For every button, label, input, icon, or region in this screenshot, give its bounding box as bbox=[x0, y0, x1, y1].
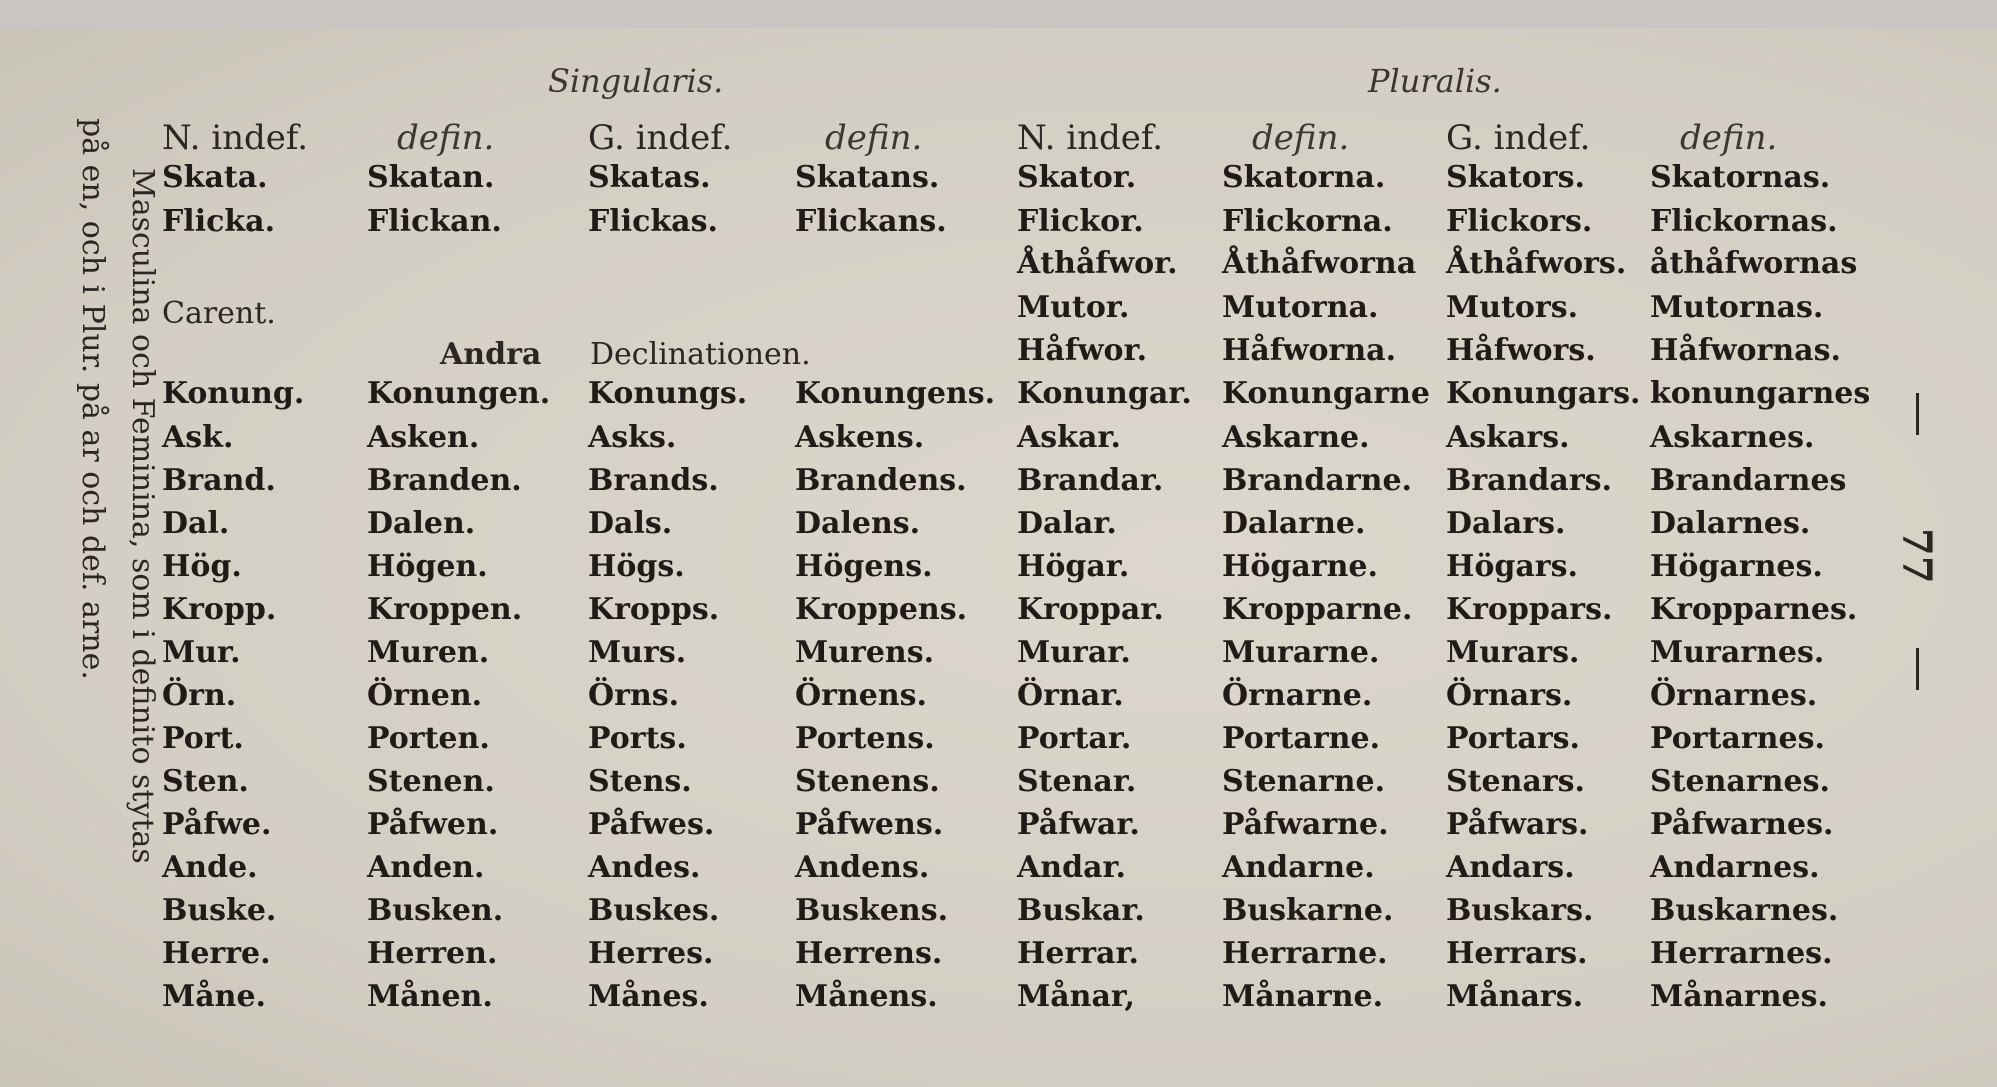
table-cell: Andes. bbox=[588, 850, 701, 885]
table-cell: Murarne. bbox=[1222, 635, 1380, 670]
table-cell: Kroppar. bbox=[1017, 592, 1164, 627]
table-cell: Herrar. bbox=[1017, 936, 1139, 971]
column-header-5: N. indef. bbox=[1017, 118, 1164, 158]
table-cell: Flickas. bbox=[588, 204, 718, 239]
table-cell: Kropps. bbox=[588, 592, 720, 627]
table-cell: Buskes. bbox=[588, 893, 720, 928]
table-cell: Dalars. bbox=[1446, 506, 1566, 541]
table-cell: Murs. bbox=[588, 635, 687, 670]
table-cell: Åthåfwors. bbox=[1446, 246, 1627, 281]
side-note-line1: Masculina och Feminina, som i definito stytas bbox=[125, 168, 160, 864]
table-cell: Buskar. bbox=[1017, 893, 1145, 928]
table-cell: Dalarnes. bbox=[1650, 506, 1811, 541]
book-page bbox=[0, 28, 1997, 1087]
table-cell: Buskens. bbox=[795, 893, 949, 928]
table-cell: Flickor. bbox=[1017, 204, 1144, 239]
table-cell: Askarnes. bbox=[1650, 420, 1815, 455]
table-cell: Brandarnes bbox=[1650, 463, 1847, 498]
table-cell: Asken. bbox=[367, 420, 480, 455]
table-cell: Högs. bbox=[588, 549, 685, 584]
table-cell: Murarnes. bbox=[1650, 635, 1825, 670]
table-cell: Flickornas. bbox=[1650, 204, 1838, 239]
table-cell: Håfwor. bbox=[1017, 333, 1148, 368]
table-cell: Stenars. bbox=[1446, 764, 1585, 799]
table-cell: Dals. bbox=[588, 506, 673, 541]
table-cell: Andar. bbox=[1017, 850, 1126, 885]
table-cell: Högen. bbox=[367, 549, 488, 584]
table-cell: Ande. bbox=[162, 850, 258, 885]
table-cell: Örn. bbox=[162, 678, 237, 713]
table-cell: Konungarne bbox=[1222, 376, 1430, 411]
table-cell: Andens. bbox=[795, 850, 930, 885]
table-cell: Buskarne. bbox=[1222, 893, 1394, 928]
table-cell: Skatan. bbox=[367, 160, 495, 195]
table-cell: Andarnes. bbox=[1650, 850, 1820, 885]
table-cell: Månen. bbox=[367, 979, 493, 1014]
table-cell: Örnarnes. bbox=[1650, 678, 1818, 713]
table-cell: Örnarne. bbox=[1222, 678, 1373, 713]
table-cell: Konung. bbox=[162, 376, 305, 411]
singularis-header: Singularis. bbox=[548, 62, 724, 100]
table-cell: Mutor. bbox=[1017, 290, 1130, 325]
table-cell: Askarne. bbox=[1222, 420, 1370, 455]
table-cell: Hög. bbox=[162, 549, 242, 584]
table-cell: Flickan. bbox=[367, 204, 502, 239]
table-cell: Stenens. bbox=[795, 764, 940, 799]
table-cell: Konungars. bbox=[1446, 376, 1641, 411]
table-cell: Portars. bbox=[1446, 721, 1581, 756]
table-cell: Månens. bbox=[795, 979, 938, 1014]
column-header-6: defin. bbox=[1252, 118, 1350, 158]
table-cell: Buskarnes. bbox=[1650, 893, 1839, 928]
table-cell: Kropparnes. bbox=[1650, 592, 1858, 627]
table-cell: Åthåfworna bbox=[1222, 246, 1417, 281]
table-cell: Påfwe. bbox=[162, 807, 272, 842]
table-cell: Örnen. bbox=[367, 678, 483, 713]
table-cell: Murens. bbox=[795, 635, 935, 670]
table-cell: Månarne. bbox=[1222, 979, 1384, 1014]
table-cell: Skator. bbox=[1017, 160, 1137, 195]
table-cell: Flickorna. bbox=[1222, 204, 1393, 239]
table-cell: Skatas. bbox=[588, 160, 711, 195]
table-cell: Stenarne. bbox=[1222, 764, 1386, 799]
table-cell: Dalar. bbox=[1017, 506, 1117, 541]
table-cell: Portar. bbox=[1017, 721, 1132, 756]
table-cell: Konungen. bbox=[367, 376, 551, 411]
table-cell: Buskars. bbox=[1446, 893, 1594, 928]
table-cell: Port. bbox=[162, 721, 244, 756]
table-cell: Konungens. bbox=[795, 376, 996, 411]
column-header-2: defin. bbox=[397, 118, 495, 158]
table-cell: Sten. bbox=[162, 764, 249, 799]
table-cell: Portarne. bbox=[1222, 721, 1381, 756]
table-cell: Skators. bbox=[1446, 160, 1585, 195]
table-cell: Stenarnes. bbox=[1650, 764, 1830, 799]
table-cell: Månes. bbox=[588, 979, 709, 1014]
table-cell: Månars. bbox=[1446, 979, 1584, 1014]
table-cell: Mutorna. bbox=[1222, 290, 1379, 325]
table-cell: Håfwornas. bbox=[1650, 333, 1841, 368]
table-cell: Branden. bbox=[367, 463, 522, 498]
table-cell: Flickors. bbox=[1446, 204, 1593, 239]
table-cell: Herrarne. bbox=[1222, 936, 1388, 971]
margin-mark-top bbox=[1916, 393, 1919, 435]
table-cell: Herres. bbox=[588, 936, 714, 971]
table-cell: Påfwarnes. bbox=[1650, 807, 1834, 842]
table-cell: Örnar. bbox=[1017, 678, 1124, 713]
table-cell: Skatornas. bbox=[1650, 160, 1831, 195]
table-cell: åthåfwornas bbox=[1650, 246, 1858, 281]
table-cell: Murar. bbox=[1017, 635, 1131, 670]
table-cell: konungarnes bbox=[1650, 376, 1871, 411]
andra-note: Andra bbox=[440, 337, 542, 372]
table-cell: Portens. bbox=[795, 721, 935, 756]
table-cell: Högars. bbox=[1446, 549, 1578, 584]
carent-note: Carent. bbox=[162, 296, 276, 331]
table-cell: Högens. bbox=[795, 549, 933, 584]
table-cell: Håfwors. bbox=[1446, 333, 1596, 368]
table-cell: Påfwar. bbox=[1017, 807, 1140, 842]
table-cell: Örnars. bbox=[1446, 678, 1573, 713]
table-cell: Brandens. bbox=[795, 463, 967, 498]
table-cell: Måne. bbox=[162, 979, 266, 1014]
table-cell: Brandar. bbox=[1017, 463, 1164, 498]
table-cell: Anden. bbox=[367, 850, 485, 885]
table-cell: Murars. bbox=[1446, 635, 1580, 670]
table-cell: Dalarne. bbox=[1222, 506, 1366, 541]
table-cell: Dalen. bbox=[367, 506, 476, 541]
table-cell: Askar. bbox=[1017, 420, 1121, 455]
table-cell: Örns. bbox=[588, 678, 680, 713]
table-cell: Mutornas. bbox=[1650, 290, 1824, 325]
table-cell: Högar. bbox=[1017, 549, 1130, 584]
pluralis-header: Pluralis. bbox=[1368, 62, 1502, 100]
table-cell: Brandarne. bbox=[1222, 463, 1412, 498]
table-cell: Asks. bbox=[588, 420, 677, 455]
table-cell: Buske. bbox=[162, 893, 277, 928]
table-cell: Månar, bbox=[1017, 979, 1135, 1014]
table-cell: Skata. bbox=[162, 160, 268, 195]
column-header-7: G. indef. bbox=[1446, 118, 1591, 158]
page-number: 77 bbox=[1893, 528, 1940, 584]
table-cell: Högarnes. bbox=[1650, 549, 1823, 584]
declinationen-note: Declinationen. bbox=[590, 337, 811, 372]
table-cell: Brand. bbox=[162, 463, 276, 498]
table-cell: Åthåfwor. bbox=[1017, 246, 1178, 281]
table-cell: Dal. bbox=[162, 506, 230, 541]
table-cell: Håfworna. bbox=[1222, 333, 1397, 368]
table-cell: Porten. bbox=[367, 721, 490, 756]
table-cell: Örnens. bbox=[795, 678, 927, 713]
table-cell: Påfwarne. bbox=[1222, 807, 1389, 842]
table-cell: Kroppen. bbox=[367, 592, 523, 627]
table-cell: Skatorna. bbox=[1222, 160, 1386, 195]
table-cell: Flicka. bbox=[162, 204, 276, 239]
table-cell: Mur. bbox=[162, 635, 241, 670]
table-cell: Herre. bbox=[162, 936, 271, 971]
table-cell: Kroppars. bbox=[1446, 592, 1613, 627]
table-cell: Kroppens. bbox=[795, 592, 968, 627]
table-cell: Konungar. bbox=[1017, 376, 1192, 411]
table-cell: Mutors. bbox=[1446, 290, 1579, 325]
table-cell: Portarnes. bbox=[1650, 721, 1825, 756]
table-cell: Dalens. bbox=[795, 506, 921, 541]
table-cell: Herrens. bbox=[795, 936, 943, 971]
table-cell: Herrars. bbox=[1446, 936, 1588, 971]
table-cell: Askars. bbox=[1446, 420, 1570, 455]
table-cell: Kropp. bbox=[162, 592, 277, 627]
margin-mark-bottom bbox=[1916, 648, 1919, 690]
column-header-3: G. indef. bbox=[588, 118, 733, 158]
column-header-4: defin. bbox=[825, 118, 923, 158]
table-cell: Flickans. bbox=[795, 204, 947, 239]
table-cell: Månarnes. bbox=[1650, 979, 1828, 1014]
column-header-1: N. indef. bbox=[162, 118, 309, 158]
table-cell: Skatans. bbox=[795, 160, 940, 195]
table-cell: Påfwars. bbox=[1446, 807, 1589, 842]
side-note-line2: på en, och i Plur. på ar och def. arne. bbox=[75, 118, 110, 680]
table-cell: Ports. bbox=[588, 721, 687, 756]
table-cell: Herren. bbox=[367, 936, 498, 971]
table-cell: Påfwens. bbox=[795, 807, 944, 842]
table-cell: Stenen. bbox=[367, 764, 495, 799]
table-cell: Brandars. bbox=[1446, 463, 1612, 498]
table-cell: Högarne. bbox=[1222, 549, 1378, 584]
table-cell: Påfwen. bbox=[367, 807, 499, 842]
table-cell: Busken. bbox=[367, 893, 504, 928]
table-cell: Andars. bbox=[1446, 850, 1575, 885]
table-cell: Herrarnes. bbox=[1650, 936, 1833, 971]
table-cell: Påfwes. bbox=[588, 807, 715, 842]
table-cell: Kropparne. bbox=[1222, 592, 1413, 627]
table-cell: Muren. bbox=[367, 635, 490, 670]
table-cell: Stens. bbox=[588, 764, 692, 799]
table-cell: Konungs. bbox=[588, 376, 748, 411]
column-header-8: defin. bbox=[1680, 118, 1778, 158]
table-cell: Brands. bbox=[588, 463, 719, 498]
table-cell: Ask. bbox=[162, 420, 234, 455]
table-cell: Andarne. bbox=[1222, 850, 1375, 885]
table-cell: Stenar. bbox=[1017, 764, 1137, 799]
table-cell: Askens. bbox=[795, 420, 925, 455]
